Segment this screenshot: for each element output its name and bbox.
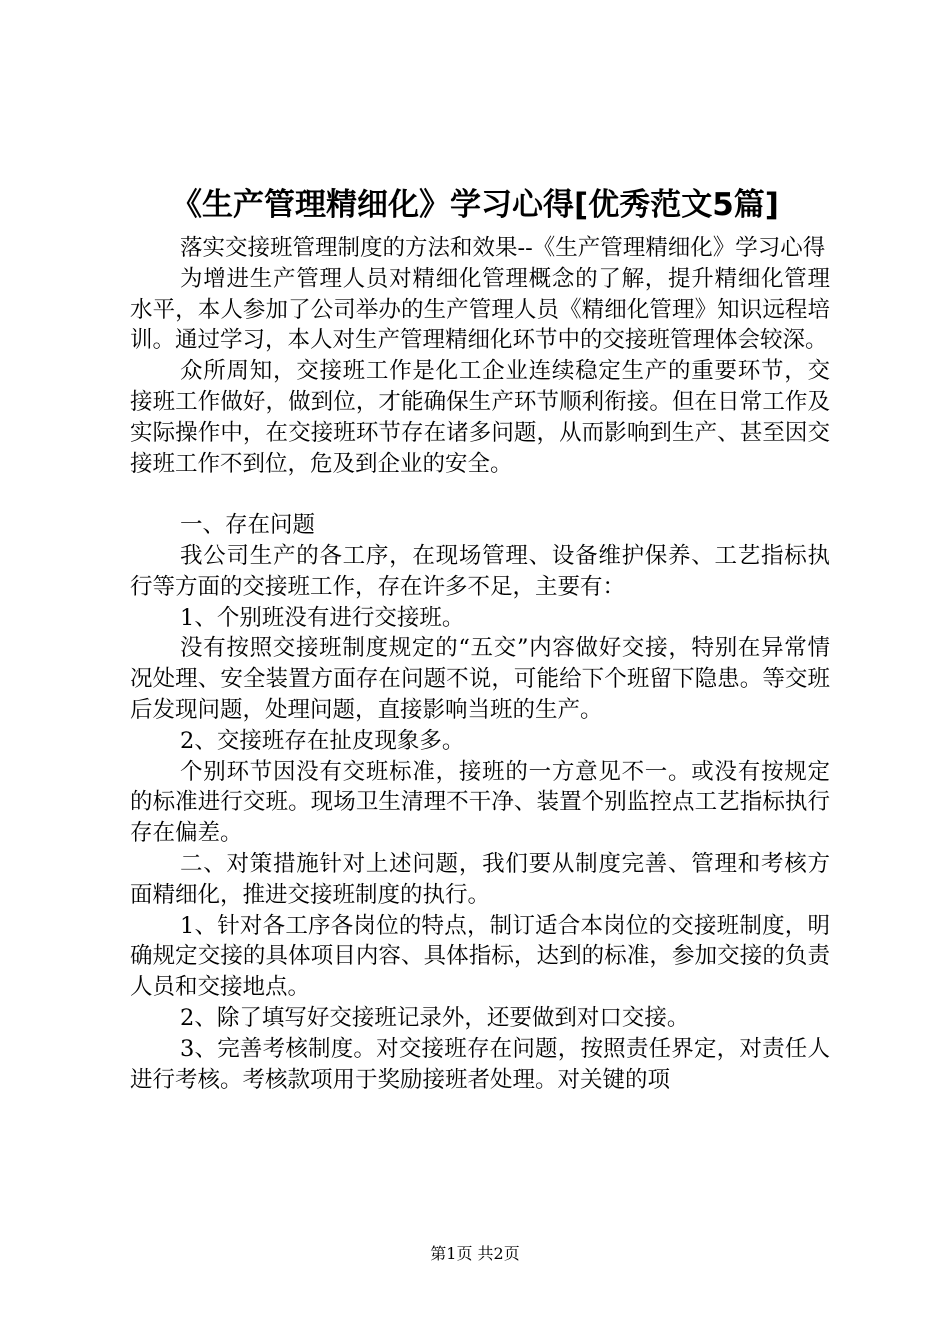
paragraph: 落实交接班管理制度的方法和效果--《生产管理精细化》学习心得	[180, 235, 826, 261]
paragraph: 没有按照交接班制度规定的“五交”内容做好交接，特别在异常情况处理、安全装置方面存在问题不说，可能给下个班留下隐患。等交班后发现问题，处理问题，直接影响当班的生产。	[130, 635, 830, 723]
page-footer: 第1页 共2页	[430, 1244, 520, 1263]
paragraph: 3、完善考核制度。对交接班存在问题，按照责任界定，对责任人进行考核。考核款项用于奖励接班者处理。对关键的项	[130, 1035, 830, 1093]
paragraph: 为增进生产管理人员对精细化管理概念的了解，提升精细化管理水平，本人参加了公司举办的生产管理人员《精细化管理》知识远程培训。通过学习，本人对生产管理精细化环节中的交接班管理体会较深。	[130, 265, 830, 354]
section-heading: 一、存在问题	[180, 512, 316, 539]
blank-line	[130, 479, 830, 510]
section-heading: 二、对策措施针对上述问题，我们要从制度完善、管理和考核方面精细化，推进交接班制度的执行。	[130, 850, 830, 908]
paragraph: 2、交接班存在扯皮现象多。	[180, 727, 465, 754]
paragraph: 众所周知，交接班工作是化工企业连续稳定生产的重要环节，交接班工作做好，做到位，才能确保生产环节顺利衔接。但在日常工作及实际操作中，在交接班环节存在诸多问题，从而影响到生产、甚至因交接班工作不到位，危及到企业的安全。	[130, 358, 830, 477]
paragraph: 个别环节因没有交班标准，接班的一方意见不一。或没有按规定的标准进行交班。现场卫生清理不干净、装置个别监控点工艺指标执行存在偏差。	[130, 758, 830, 847]
paragraph: 我公司生产的各工序，在现场管理、设备维护保养、工艺指标执行等方面的交接班工作，存在许多不足，主要有：	[130, 542, 830, 600]
paragraph: 1、针对各工序各岗位的特点，制订适合本岗位的交接班制度，明确规定交接的具体项目内容、具体指标，达到的标准，参加交接的负责人员和交接地点。	[130, 912, 830, 1001]
document-title: 《生产管理精细化》学习心得[优秀范文5篇]	[171, 187, 779, 223]
document-body	[130, 233, 830, 1095]
paragraph: 1、个别班没有进行交接班。	[180, 604, 465, 631]
paragraph: 2、除了填写好交接班记录外，还要做到对口交接。	[180, 1004, 690, 1031]
